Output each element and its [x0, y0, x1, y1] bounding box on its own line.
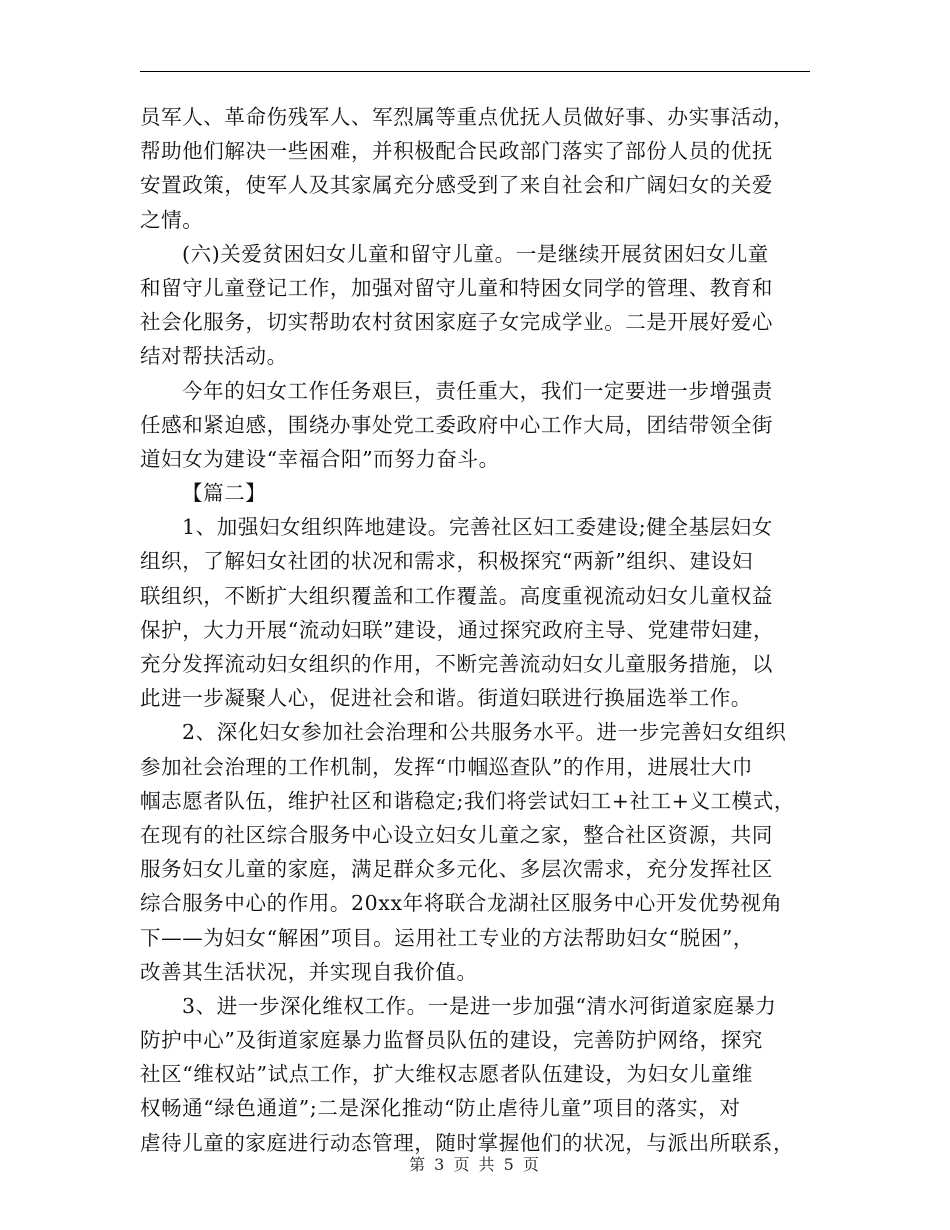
- text-line: 服务妇女儿童的家庭，满足群众多元化、多层次需求，充分发挥社区: [140, 857, 773, 882]
- text-line: 之情。: [140, 207, 204, 232]
- text-line: 参加社会治理的工作机制，发挥“巾帼巡查队”的作用，进展壮大巾: [140, 754, 753, 779]
- text-line: 2、深化妇女参加社会治理和公共服务水平。进一步完善妇女组织: [182, 720, 787, 745]
- text-line: (六)关爱贫困妇女儿童和留守儿童。一是继续开展贫困妇女儿童: [182, 241, 769, 266]
- text-line: 保护，大力开展“流动妇联”建设，通过探究政府主导、党建带妇建，: [140, 617, 775, 642]
- text-line: 充分发挥流动妇女组织的作用，不断完善流动妇女儿童服务措施，以: [140, 652, 773, 676]
- text-line: 1、加强妇女组织阵地建设。完善社区妇工委建设;健全基层妇女: [182, 515, 773, 540]
- text-line: 结对帮扶活动。: [140, 344, 288, 369]
- text-line: 帮助他们解决一些困难，并积极配合民政部门落实了部份人员的优抚: [140, 139, 773, 164]
- text-line: 虐待儿童的家庭进行动态管理，随时掌握他们的状况，与派出所联系，: [140, 1130, 795, 1155]
- text-line: 此进一步凝聚人心，促进社会和谐。街道妇联进行换届选举工作。: [140, 686, 752, 711]
- text-line: 联组织，不断扩大组织覆盖和工作覆盖。高度重视流动妇女儿童权益: [140, 583, 773, 608]
- text-line: 和留守儿童登记工作，加强对留守儿童和特困女同学的管理、教育和: [140, 275, 773, 300]
- text-line: 【篇二】: [182, 481, 267, 506]
- text-line: 安置政策，使军人及其家属充分感受到了来自社会和广阔妇女的关爱: [140, 173, 773, 198]
- text-line: 权畅通“绿色通道”;二是深化推动“防止虐待儿童”项目的落实，对: [140, 1096, 741, 1121]
- header-rule: [140, 71, 810, 72]
- text-line: 防护中心”及街道家庭暴力监督员队伍的建设，完善防护网络，探究: [140, 1028, 763, 1053]
- text-line: 道妇女为建设“幸福合阳”而努力奋斗。: [140, 446, 500, 471]
- text-line: 在现有的社区综合服务中心设立妇女儿童之家，整合社区资源，共同: [140, 822, 773, 847]
- text-line: 改善其生活状况，并实现自我价值。: [140, 959, 478, 984]
- text-line: 员军人、革命伤残军人、军烈属等重点优抚人员做好事、办实事活动，: [140, 105, 795, 129]
- text-line: 组织，了解妇女社团的状况和需求，积极探究“两新”组织、建设妇: [140, 549, 753, 574]
- text-line: 社区“维权站”试点工作，扩大维权志愿者队伍建设，为妇女儿童维: [140, 1062, 753, 1087]
- text-line: 综合服务中心的作用。20xx年将联合龙湖社区服务中心开发优势视角: [140, 891, 783, 916]
- text-line: 任感和紧迫感，围绕办事处党工委政府中心工作大局，团结带领全街: [140, 412, 773, 437]
- text-line: 今年的妇女工作任务艰巨，责任重大，我们一定要进一步增强责: [182, 378, 773, 403]
- page-footer: 第 3 页 共 5 页: [409, 1155, 541, 1174]
- text-line: 社会化服务，切实帮助农村贫困家庭子女完成学业。二是开展好爱心: [140, 310, 773, 335]
- text-line: 3、进一步深化维权工作。一是进一步加强“清水河街道家庭暴力: [182, 993, 777, 1018]
- text-line: 下——为妇女“解困”项目。运用社工专业的方法帮助妇女“脱困”，: [140, 925, 755, 950]
- text-line: 帼志愿者队伍，维护社区和谐稳定;我们将尝试妇工+社工+义工模式，: [140, 788, 795, 813]
- document-body: [140, 100, 812, 1160]
